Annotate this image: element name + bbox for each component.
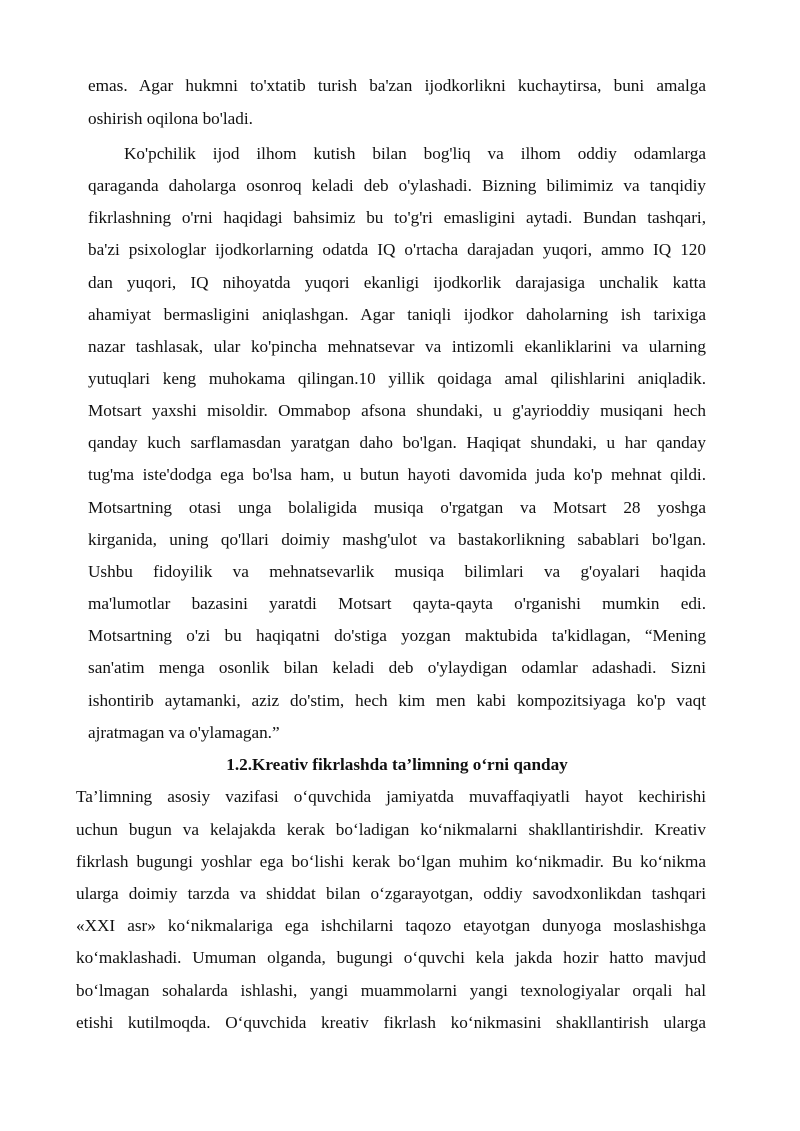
- text-line: ba'zi psixologlar ijodkorlarning odatda IQ o'rtacha darajadan yuqori, ammo IQ 120: [88, 240, 706, 259]
- text-line: ishontirib aytamanki, aziz do'stim, hech kim men kabi kompozitsiyaga ko'p vaqt: [88, 691, 706, 710]
- text-line: nazar tashlasak, ular ko'pincha mehnatsevar va intizomli ekanliklarini va ularning: [88, 337, 706, 356]
- text-line: Motsartning o'zi bu haqiqatni do'stiga yozgan maktubida ta'kidlagan, “Mening: [88, 626, 706, 645]
- text-line: Ko'pchilik ijod ilhom kutish bilan bog'liq va ilhom oddiy odamlarga: [124, 144, 706, 163]
- text-line: fikrlashning o'rni haqidagi bahsimiz bu to'g'ri emasligini aytadi. Bundan tashqari,: [88, 208, 706, 227]
- text-line: ahamiyat bermasligini aniqlashgan. Agar taniqli ijodkor daholarning ish tarixiga: [88, 305, 706, 324]
- text-line: ularga doimiy tarzda va shiddat bilan o‘zgarayotgan, oddiy savodxonlikdan tashqari: [76, 884, 706, 903]
- text-line: oshirish oqilona bo'ladi.: [88, 109, 253, 128]
- text-line: tug'ma iste'dodga ega bo'lsa ham, u butun hayoti davomida juda ko'p mehnat qildi.: [88, 465, 706, 484]
- text-line: ko‘maklashadi. Umuman olganda, bugungi o‘quvchi kela jakda hozir hatto mavjud: [76, 948, 706, 967]
- text-line: emas. Agar hukmni to'xtatib turish ba'zan ijodkorlikni kuchaytirsa, buni amalga: [88, 76, 706, 95]
- text-line: Ta’limning asosiy vazifasi o‘quvchida jamiyatda muvaffaqiyatli hayot kechirishi: [76, 787, 706, 806]
- section-heading: 1.2.Kreativ fikrlashda ta’limning o‘rni qanday: [226, 755, 568, 774]
- text-line: dan yuqori, IQ nihoyatda yuqori ekanligi ijodkorlik darajasiga unchalik katta: [88, 273, 706, 292]
- text-line: «XXI asr» ko‘nikmalariga ega ishchilarni taqozo etayotgan dunyoga moslashishga: [76, 916, 706, 935]
- text-line: Ushbu fidoyilik va mehnatsevarlik musiqa bilimlari va g'oyalari haqida: [88, 562, 706, 581]
- text-line: ajratmagan va o'ylamagan.”: [88, 723, 280, 742]
- text-line: uchun bugun va kelajakda kerak bo‘ladigan ko‘nikmalarni shakllantirishdir. Kreativ: [76, 820, 706, 839]
- text-line: ma'lumotlar bazasini yaratdi Motsart qayta-qayta o'rganishi mumkin edi.: [88, 594, 706, 613]
- text-line: Motsart yaxshi misoldir. Ommabop afsona shundaki, u g'ayrioddiy musiqani hech: [88, 401, 706, 420]
- text-line: yutuqlari keng muhokama qilingan.10 yillik qoidaga amal qilishlarini aniqladik.: [88, 369, 706, 388]
- text-line: fikrlash bugungi yoshlar ega bo‘lishi kerak bo‘lgan muhim ko‘nikmadir. Bu ko‘nikma: [76, 852, 706, 871]
- text-line: etishi kutilmoqda. O‘quvchida kreativ fikrlash ko‘nikmasini shakllantirish ularga: [76, 1013, 706, 1032]
- text-line: bo‘lmagan sohalarda ishlashi, yangi muammolarni yangi texnologiyalar orqali hal: [76, 981, 706, 1000]
- text-line: kirganida, uning qo'llari doimiy mashg'ulot va bastakorlikning sabablari bo'lgan.: [88, 530, 706, 549]
- text-line: qanday kuch sarflamasdan yaratgan daho bo'lgan. Haqiqat shundaki, u har qanday: [88, 433, 706, 452]
- text-line: Motsartning otasi unga bolaligida musiqa o'rgatgan va Motsart 28 yoshga: [88, 498, 706, 517]
- text-line: qaraganda daholarga osonroq keladi deb o'ylashadi. Bizning bilimimiz va tanqidiy: [88, 176, 706, 195]
- text-line: san'atim menga osonlik bilan keladi deb o'ylaydigan odamlar adashadi. Sizni: [88, 658, 706, 677]
